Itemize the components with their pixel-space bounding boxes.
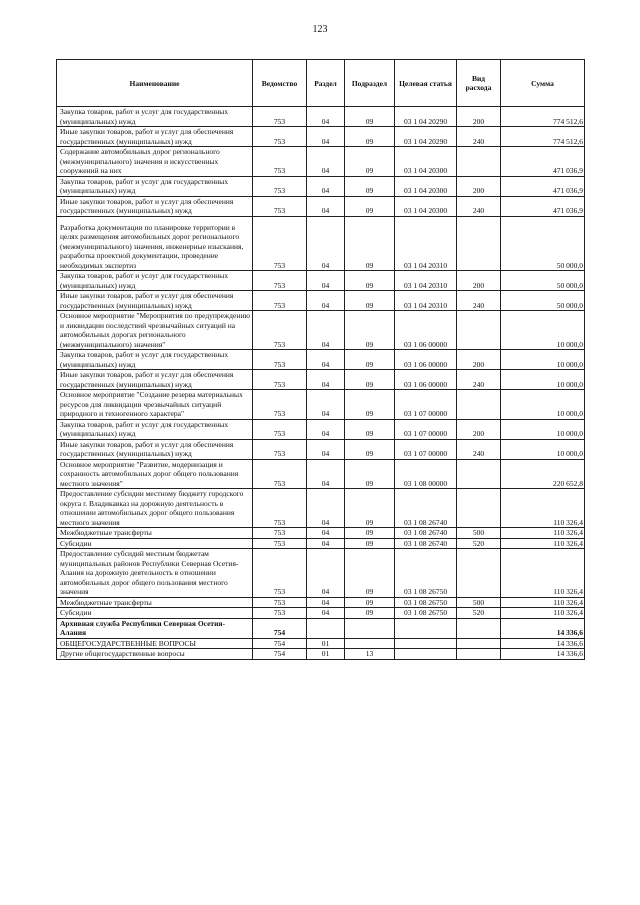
row-sum: 110 326,4 <box>501 489 585 528</box>
row-subsection: 09 <box>345 196 395 216</box>
row-sum: 774 512,6 <box>501 127 585 147</box>
row-section: 04 <box>307 271 345 291</box>
row-section: 04 <box>307 549 345 598</box>
row-target: 03 1 08 26750 <box>395 597 457 608</box>
table-row <box>57 538 585 549</box>
row-target: 03 1 04 20310 <box>395 216 457 271</box>
row-target <box>395 638 457 649</box>
row-section: 01 <box>307 638 345 649</box>
row-sum: 10 000,0 <box>501 419 585 439</box>
row-target: 03 1 07 00000 <box>395 390 457 420</box>
row-name: Закупка товаров, работ и услуг для государственных (муниципальных) нужд <box>57 271 253 291</box>
row-department: 753 <box>253 311 307 350</box>
row-expense-type: 520 <box>457 608 501 619</box>
table-row <box>57 618 585 638</box>
row-expense-type: 200 <box>457 350 501 370</box>
row-expense-type <box>457 459 501 489</box>
row-name: Разработка документации по планировке территории в целях размещения автомобильных дорог регионального (межмуниципального) значения, инженерные изыскания, разработка проектной документации, проведение необходимых экспертиз <box>57 216 253 271</box>
row-target: 03 1 04 20300 <box>395 147 457 177</box>
row-target: 03 1 07 00000 <box>395 439 457 459</box>
row-name: Субсидии <box>57 608 253 619</box>
table-row <box>57 459 585 489</box>
col-header-name: Наименование <box>57 60 253 107</box>
table-row <box>57 176 585 196</box>
row-target: 03 1 04 20310 <box>395 291 457 311</box>
row-expense-type <box>457 311 501 350</box>
row-target: 03 1 06 00000 <box>395 350 457 370</box>
row-department: 753 <box>253 538 307 549</box>
row-department: 753 <box>253 549 307 598</box>
table-row <box>57 196 585 216</box>
table-row <box>57 597 585 608</box>
row-sum: 14 336,6 <box>501 638 585 649</box>
row-department: 753 <box>253 271 307 291</box>
row-subsection: 09 <box>345 459 395 489</box>
row-sum: 10 000,0 <box>501 439 585 459</box>
page-number: 123 <box>312 24 328 35</box>
row-department: 754 <box>253 649 307 660</box>
row-sum: 10 000,0 <box>501 370 585 390</box>
row-section <box>307 618 345 638</box>
row-sum: 50 000,0 <box>501 271 585 291</box>
table-row <box>57 489 585 528</box>
col-header-target: Целевая статья <box>395 60 457 107</box>
row-sum: 110 326,4 <box>501 549 585 598</box>
row-section: 04 <box>307 608 345 619</box>
row-target: 03 1 08 26740 <box>395 528 457 539</box>
row-subsection: 09 <box>345 608 395 619</box>
row-target: 03 1 06 00000 <box>395 370 457 390</box>
row-sum: 10 000,0 <box>501 311 585 350</box>
row-target: 03 1 08 26740 <box>395 489 457 528</box>
table-row <box>57 291 585 311</box>
row-expense-type <box>457 147 501 177</box>
row-name: Иные закупки товаров, работ и услуг для обеспечения государственных (муниципальных) нужд <box>57 196 253 216</box>
row-section: 01 <box>307 649 345 660</box>
table-row <box>57 649 585 660</box>
row-expense-type: 500 <box>457 597 501 608</box>
table-row <box>57 127 585 147</box>
row-name: Другие общегосударственные вопросы <box>57 649 253 660</box>
row-target: 03 1 04 20300 <box>395 196 457 216</box>
row-department: 753 <box>253 127 307 147</box>
row-subsection: 09 <box>345 311 395 350</box>
row-name: Иные закупки товаров, работ и услуг для обеспечения государственных (муниципальных) нужд <box>57 127 253 147</box>
row-department: 753 <box>253 419 307 439</box>
table-row <box>57 390 585 420</box>
row-section: 04 <box>307 538 345 549</box>
row-target: 03 1 04 20310 <box>395 271 457 291</box>
row-subsection: 09 <box>345 439 395 459</box>
row-department: 753 <box>253 528 307 539</box>
table-row <box>57 419 585 439</box>
row-subsection: 09 <box>345 176 395 196</box>
row-expense-type <box>457 489 501 528</box>
row-sum: 110 326,4 <box>501 538 585 549</box>
row-sum: 50 000,0 <box>501 216 585 271</box>
row-expense-type <box>457 549 501 598</box>
row-name: Иные закупки товаров, работ и услуг для обеспечения государственных (муниципальных) нужд <box>57 291 253 311</box>
row-sum: 110 326,4 <box>501 597 585 608</box>
row-section: 04 <box>307 489 345 528</box>
row-name: Закупка товаров, работ и услуг для государственных (муниципальных) нужд <box>57 176 253 196</box>
row-sum: 220 652,8 <box>501 459 585 489</box>
row-department: 753 <box>253 608 307 619</box>
row-department: 753 <box>253 439 307 459</box>
row-section: 04 <box>307 370 345 390</box>
table-body <box>57 107 585 660</box>
table-row <box>57 528 585 539</box>
row-department: 753 <box>253 370 307 390</box>
row-section: 04 <box>307 176 345 196</box>
col-header-department: Ведомство <box>253 60 307 107</box>
row-subsection: 09 <box>345 538 395 549</box>
row-department: 753 <box>253 291 307 311</box>
row-subsection: 09 <box>345 291 395 311</box>
row-subsection: 09 <box>345 147 395 177</box>
col-header-sum: Сумма <box>501 60 585 107</box>
row-target: 03 1 04 20290 <box>395 127 457 147</box>
row-expense-type: 200 <box>457 271 501 291</box>
row-sum: 471 036,9 <box>501 196 585 216</box>
table-row <box>57 350 585 370</box>
row-section: 04 <box>307 390 345 420</box>
row-department: 753 <box>253 597 307 608</box>
row-target: 03 1 07 00000 <box>395 419 457 439</box>
row-expense-type: 240 <box>457 370 501 390</box>
table-row <box>57 271 585 291</box>
row-name: Закупка товаров, работ и услуг для государственных (муниципальных) нужд <box>57 350 253 370</box>
row-subsection: 09 <box>345 489 395 528</box>
row-name: Субсидии <box>57 538 253 549</box>
row-subsection: 09 <box>345 549 395 598</box>
row-name: Содержание автомобильных дорог регионального (межмуниципального) значения и искусственных сооружений на них <box>57 147 253 177</box>
table-row <box>57 216 585 271</box>
row-section: 04 <box>307 597 345 608</box>
row-name: Закупка товаров, работ и услуг для государственных (муниципальных) нужд <box>57 107 253 127</box>
row-subsection: 09 <box>345 107 395 127</box>
row-department: 753 <box>253 107 307 127</box>
row-subsection <box>345 618 395 638</box>
row-name: Иные закупки товаров, работ и услуг для обеспечения государственных (муниципальных) нужд <box>57 370 253 390</box>
col-header-subsection: Подраздел <box>345 60 395 107</box>
row-expense-type: 240 <box>457 291 501 311</box>
row-target: 03 1 08 00000 <box>395 459 457 489</box>
col-header-expense-type: Вид расхода <box>457 60 501 107</box>
row-target <box>395 618 457 638</box>
row-name: Закупка товаров, работ и услуг для государственных (муниципальных) нужд <box>57 419 253 439</box>
row-sum: 14 336,6 <box>501 649 585 660</box>
row-section: 04 <box>307 311 345 350</box>
row-sum: 10 000,0 <box>501 350 585 370</box>
table-row <box>57 638 585 649</box>
row-subsection: 09 <box>345 419 395 439</box>
row-subsection: 09 <box>345 597 395 608</box>
row-section: 04 <box>307 350 345 370</box>
row-section: 04 <box>307 107 345 127</box>
row-expense-type: 200 <box>457 419 501 439</box>
row-department: 753 <box>253 216 307 271</box>
table-row <box>57 439 585 459</box>
row-expense-type: 240 <box>457 127 501 147</box>
row-sum: 50 000,0 <box>501 291 585 311</box>
row-name: Межбюджетные трансферты <box>57 597 253 608</box>
row-expense-type: 240 <box>457 439 501 459</box>
table-header <box>57 60 585 107</box>
row-expense-type <box>457 216 501 271</box>
row-department: 753 <box>253 176 307 196</box>
row-section: 04 <box>307 528 345 539</box>
row-name: Архивная служба Республики Северная Осетия-Алания <box>57 618 253 638</box>
row-name: Предоставление субсидии местному бюджету городского округа г. Владикавказ на дорожную деятельность в отношении автомобильных дорог общего пользования местного значения <box>57 489 253 528</box>
row-subsection: 09 <box>345 350 395 370</box>
row-target: 03 1 04 20300 <box>395 176 457 196</box>
row-sum: 10 000,0 <box>501 390 585 420</box>
row-section: 04 <box>307 439 345 459</box>
row-expense-type: 500 <box>457 528 501 539</box>
row-name: Основное мероприятие "Создание резерва материальных ресурсов для ликвидации чрезвычайных ситуаций природного и техногенного характера" <box>57 390 253 420</box>
row-expense-type: 240 <box>457 196 501 216</box>
row-target: 03 1 08 26740 <box>395 538 457 549</box>
row-department: 753 <box>253 147 307 177</box>
row-name: Основное мероприятие "Мероприятия по предупреждению и ликвидации последствий чрезвычайных ситуаций на автомобильных дорогах регионального (межмуниципального) значения" <box>57 311 253 350</box>
row-department: 753 <box>253 489 307 528</box>
row-section: 04 <box>307 216 345 271</box>
row-subsection: 09 <box>345 390 395 420</box>
row-target: 03 1 06 00000 <box>395 311 457 350</box>
row-target: 03 1 08 26750 <box>395 608 457 619</box>
row-subsection: 13 <box>345 649 395 660</box>
row-section: 04 <box>307 196 345 216</box>
table-row <box>57 311 585 350</box>
col-header-section: Раздел <box>307 60 345 107</box>
row-name: Межбюджетные трансферты <box>57 528 253 539</box>
row-section: 04 <box>307 127 345 147</box>
row-department: 754 <box>253 638 307 649</box>
row-subsection: 09 <box>345 127 395 147</box>
table-row <box>57 147 585 177</box>
row-sum: 110 326,4 <box>501 528 585 539</box>
row-expense-type <box>457 618 501 638</box>
row-name: Предоставление субсидий местным бюджетам муниципальных районов Республики Северная Осетия-Алания на дорожную деятельность в отношении автомобильных дорог общего пользования местного значения <box>57 549 253 598</box>
row-sum: 774 512,6 <box>501 107 585 127</box>
row-expense-type <box>457 649 501 660</box>
row-section: 04 <box>307 147 345 177</box>
row-sum: 471 036,9 <box>501 147 585 177</box>
row-expense-type: 200 <box>457 107 501 127</box>
row-department: 753 <box>253 196 307 216</box>
row-sum: 14 336,6 <box>501 618 585 638</box>
row-department: 753 <box>253 459 307 489</box>
row-target: 03 1 08 26750 <box>395 549 457 598</box>
row-subsection: 09 <box>345 271 395 291</box>
row-section: 04 <box>307 419 345 439</box>
row-expense-type: 520 <box>457 538 501 549</box>
row-sum: 110 326,4 <box>501 608 585 619</box>
row-subsection <box>345 638 395 649</box>
row-subsection: 09 <box>345 370 395 390</box>
row-expense-type <box>457 390 501 420</box>
row-subsection: 09 <box>345 528 395 539</box>
row-target: 03 1 04 20290 <box>395 107 457 127</box>
row-department: 753 <box>253 350 307 370</box>
table-row <box>57 549 585 598</box>
table-row <box>57 608 585 619</box>
budget-table <box>56 59 585 660</box>
row-name: ОБЩЕГОСУДАРСТВЕННЫЕ ВОПРОСЫ <box>57 638 253 649</box>
row-department: 753 <box>253 390 307 420</box>
row-section: 04 <box>307 291 345 311</box>
row-name: Иные закупки товаров, работ и услуг для обеспечения государственных (муниципальных) нужд <box>57 439 253 459</box>
row-expense-type: 200 <box>457 176 501 196</box>
row-expense-type <box>457 638 501 649</box>
row-target <box>395 649 457 660</box>
row-subsection: 09 <box>345 216 395 271</box>
row-sum: 471 036,9 <box>501 176 585 196</box>
row-name: Основное мероприятие "Развитие, модернизация и сохранность автомобильных дорог общего пользования местного значения" <box>57 459 253 489</box>
row-department: 754 <box>253 618 307 638</box>
row-section: 04 <box>307 459 345 489</box>
table-row <box>57 370 585 390</box>
table-row <box>57 107 585 127</box>
